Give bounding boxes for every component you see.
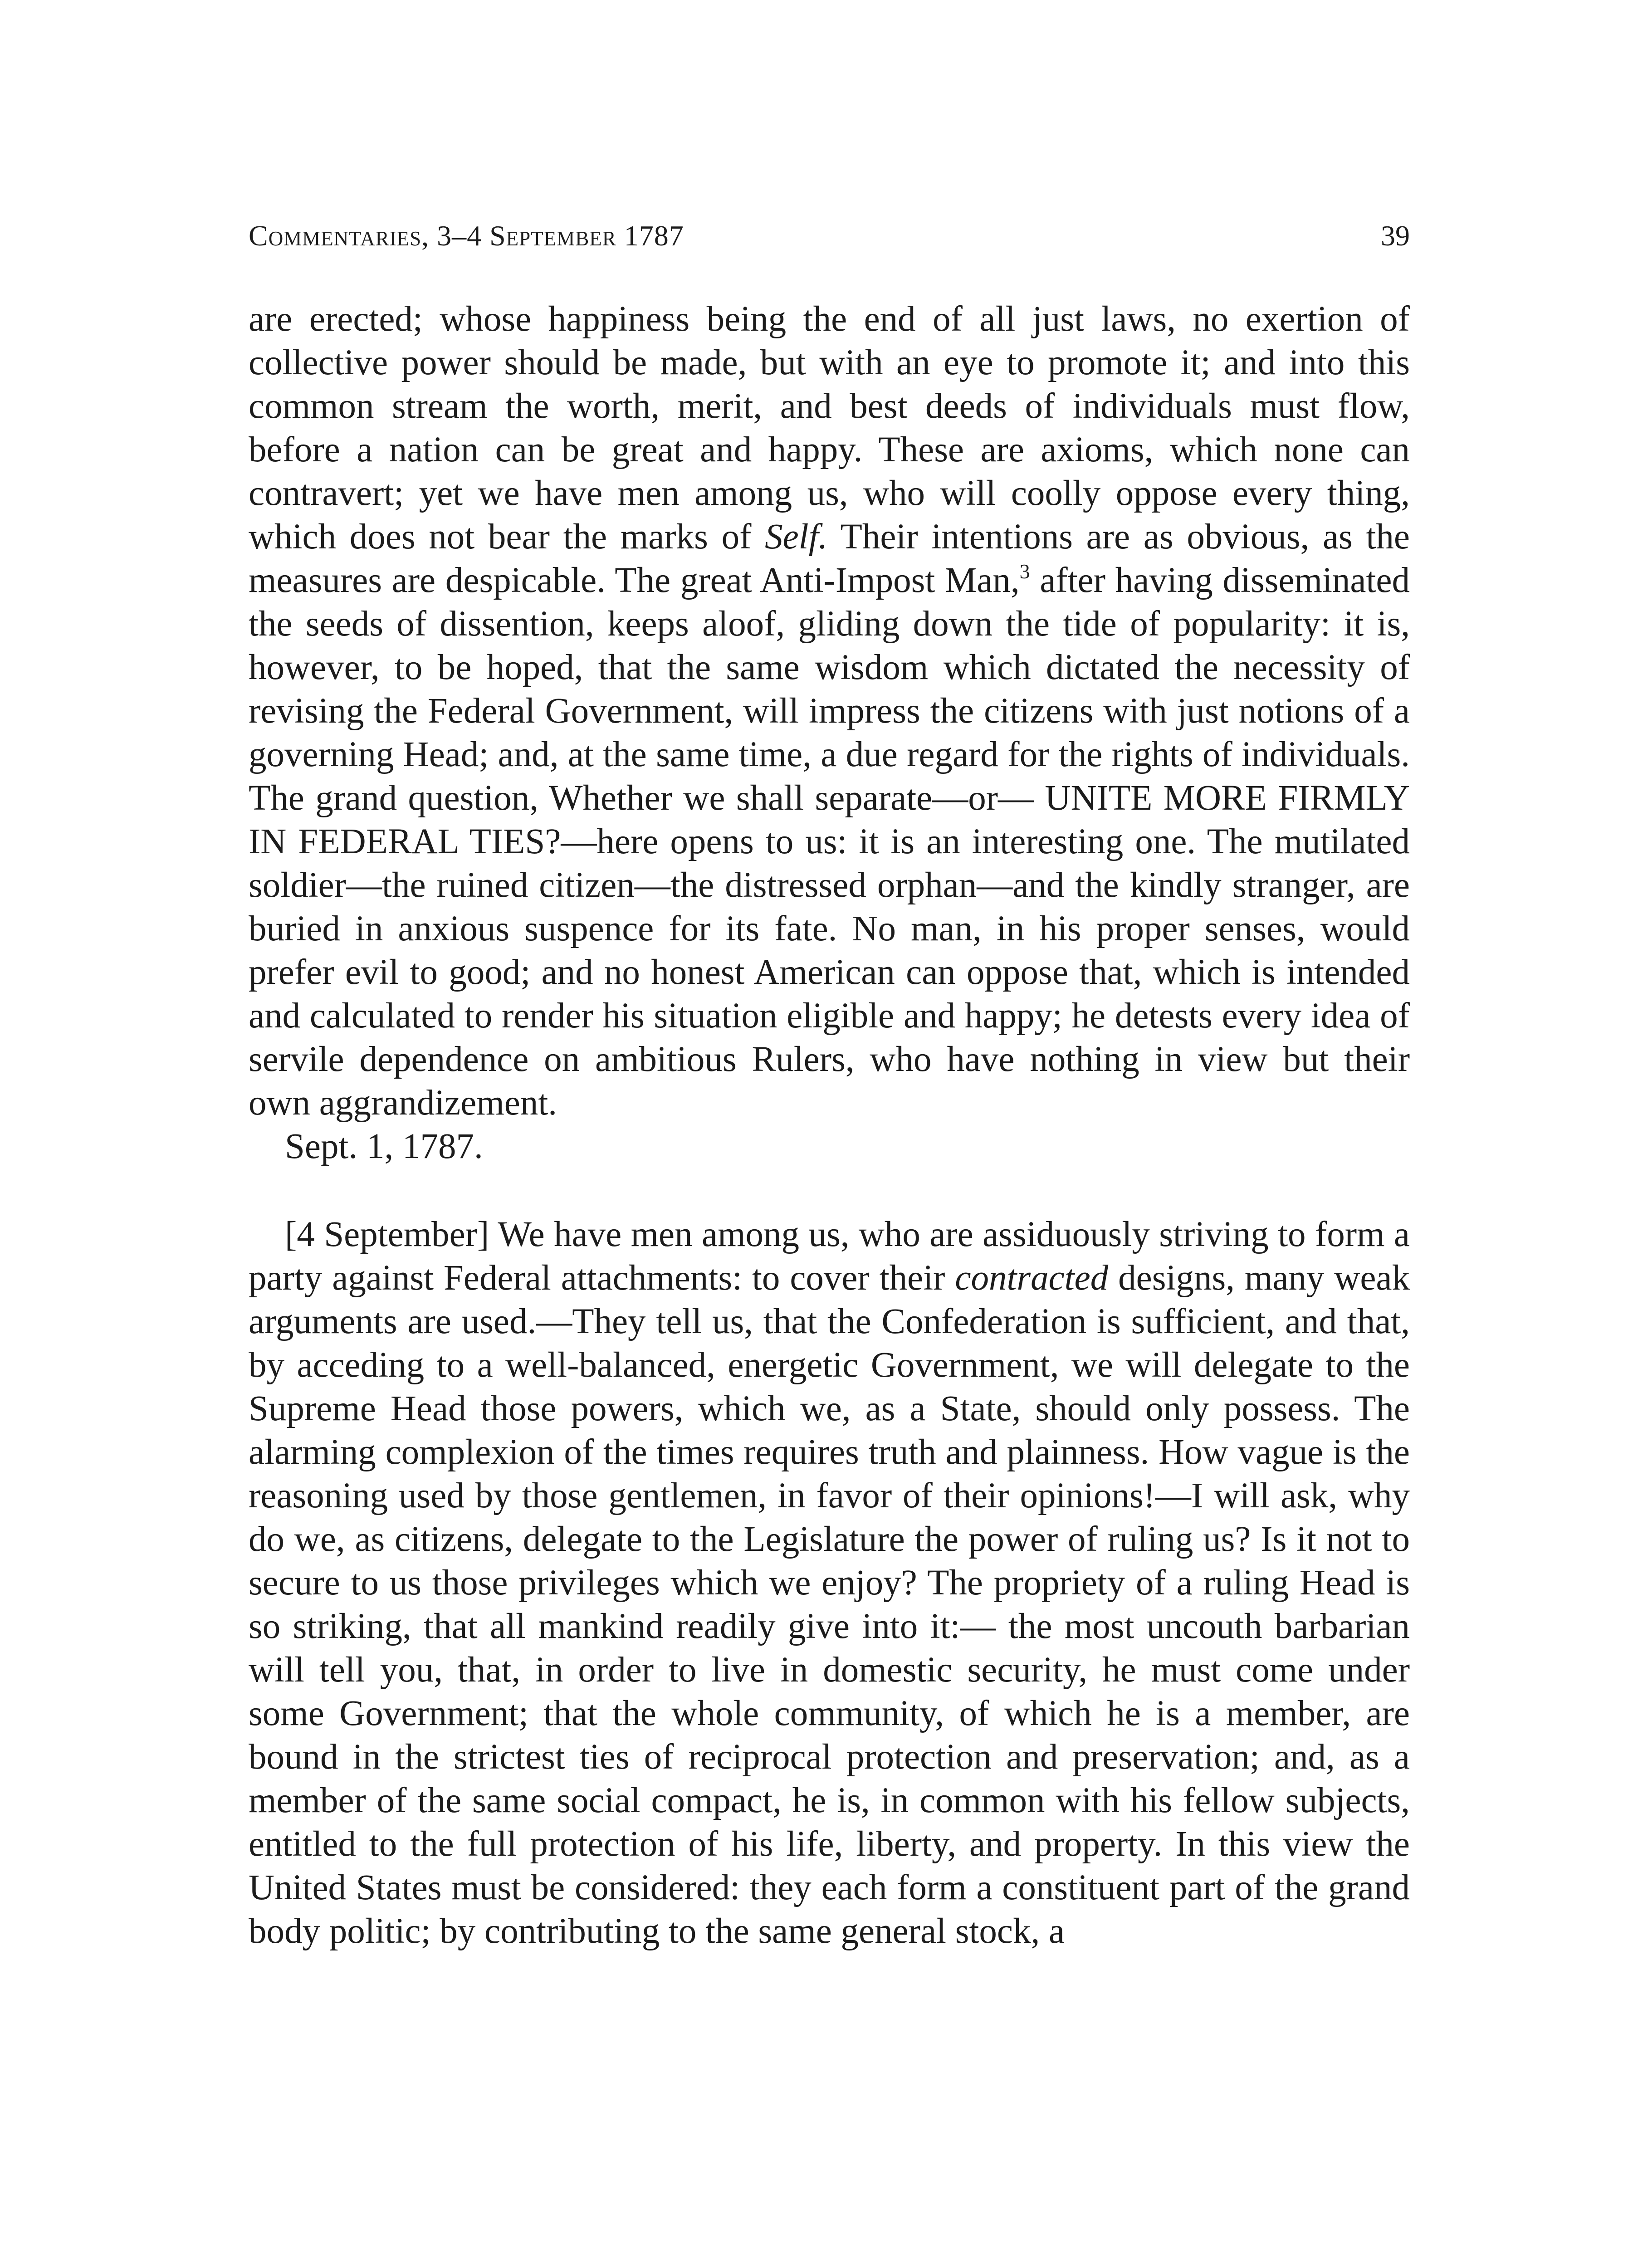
book-page — [249, 218, 1410, 1953]
dateline: Sept. 1, 1787. — [285, 1127, 483, 1166]
footnote-reference: 3 — [1019, 560, 1030, 583]
paragraph-1-text-b: Their intentions are as obvious, as the measures are despicable. The great Anti-Impost Man, — [249, 517, 1410, 600]
emphasis-contracted: contracted — [955, 1258, 1109, 1298]
paragraph-1-text-a: are erected; whose happiness being the end of all just laws, no exertion of collective power should be made, but with an eye to promote it; and into this common stream the worth, merit, and best deeds of individuals must flow, before a nation can be great and happy. These are axioms, which none can contravert; yet we have men among us, who will coolly oppose every thing, which does not bear the marks of — [249, 299, 1410, 557]
paragraph-4-september — [249, 1213, 1410, 1953]
paragraph-continued — [249, 298, 1410, 1125]
page-number: 39 — [1381, 220, 1410, 252]
paragraph-2-text-b: designs, many weak arguments are used.—They tell us, that the Confederation is sufficient, and that, by acceding to a well-balanced, energetic Government, we will delegate to the Supreme Head those powers, which we, as a State, should only possess. The alarming complexion of the times requires truth and plainness. How vague is the reasoning used by those gentlemen, in favor of their opinions!—I will ask, why do we, as citizens, delegate to the Legislature the power of ruling us? Is it not to secure to us those privileges which we enjoy? The propriety of a ruling Head is so striking, that all mankind readily give into it:— the most uncouth barbarian will tell you, that, in order to live in domestic security, he must come under some Government; that the whole community, of which he is a member, are bound in the strictest ties of reciprocal protection and preservation; and, as a member of the same social compact, he is, in common with his fellow subjects, entitled to the full protection of his life, liberty, and property. In this view the United States must be considered: they each form a constituent part of the grand body politic; by contributing to the same general stock, a — [249, 1258, 1410, 1951]
body-text — [249, 298, 1410, 1953]
paragraph-1-text-c: after having disseminated the seeds of dissention, keeps aloof, gliding down the tide of popularity: it is, however, to be hoped, that the same wisdom which dictated the necessity of revising the Federal Government, will impress the citizens with just notions of a governing Head; and, at the same time, a due regard for the rights of individuals. The grand question, Whether we shall separate—or— UNITE MORE FIRMLY IN FEDERAL TIES?—here opens to us: it is an interesting one. The mutilated soldier—the ruined citizen—the distressed orphan—and the kindly stranger, are buried in anxious suspence for its fate. No man, in his proper senses, would prefer evil to good; and no honest American can oppose that, which is intended and calculated to render his situation eligible and happy; he detests every idea of servile dependence on ambitious Rulers, who have nothing in view but their own aggrandizement. — [249, 561, 1410, 1123]
running-head — [249, 218, 1410, 254]
paragraph-2-text-a: [4 September] We have men among us, who are assiduously striving to form a party against Federal attachments: to cover their — [249, 1215, 1410, 1298]
running-head-title: Commentaries, 3–4 September 1787 — [249, 220, 684, 252]
emphasis-self: Self. — [765, 517, 828, 557]
